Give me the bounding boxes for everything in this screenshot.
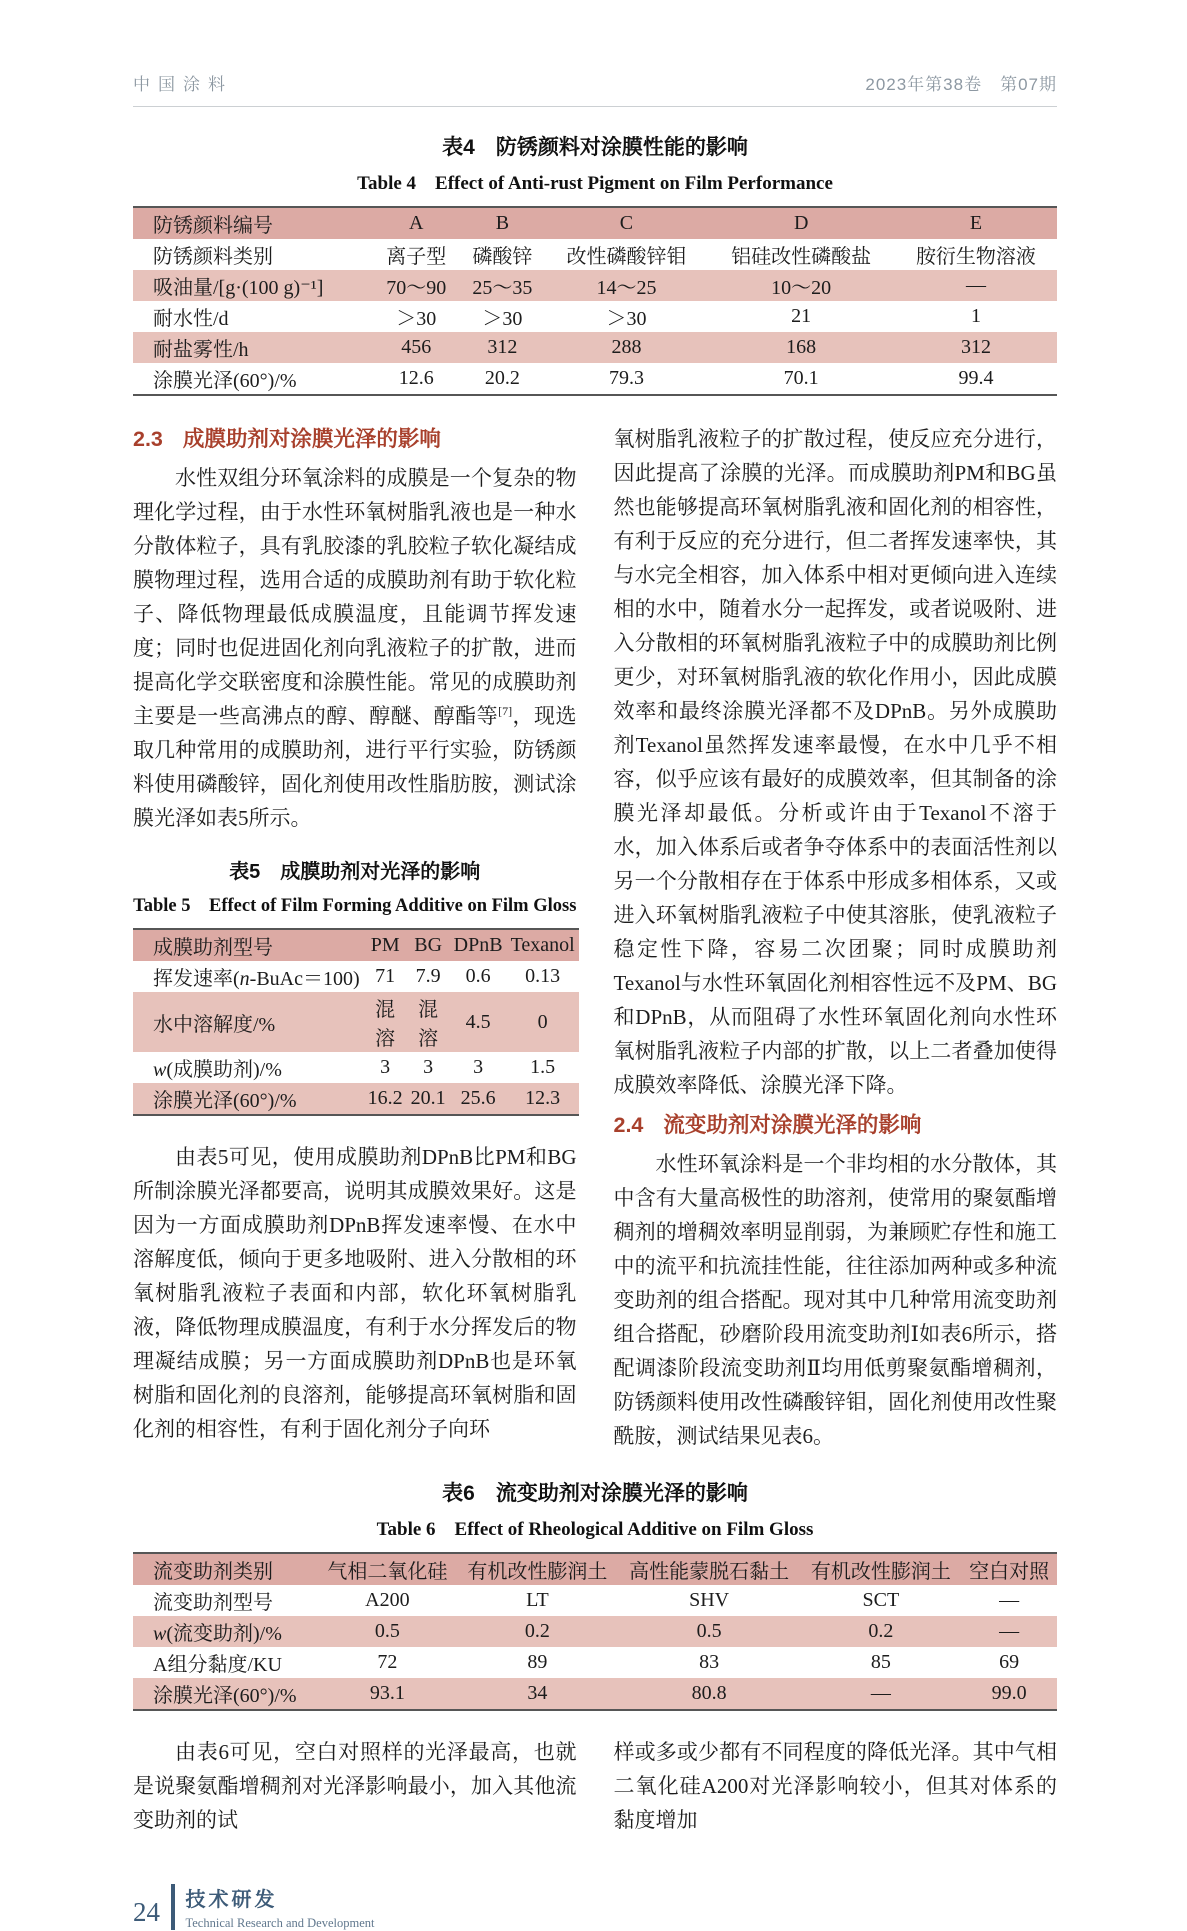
table-cell: LT xyxy=(526,1589,549,1611)
table-cell: 3 xyxy=(423,1056,434,1078)
table-cell: ＞30 xyxy=(482,308,523,330)
table-cell: 改性磷酸锌钼 xyxy=(566,246,687,268)
bottom-two-column xyxy=(133,1735,1057,1837)
paragraph-text: ，现选取几种常用的成膜助剂，进行平行实验，防锈颜料使用磷酸锌，固化剂使用改性脂肪胺，测试涂膜光泽如表5所示。 xyxy=(133,704,577,830)
left-column-bottom xyxy=(133,1735,577,1837)
table-cell: 16.2 xyxy=(367,1087,403,1109)
paragraph-text: 水性双组分环氧涂料的成膜是一个复杂的物理化学过程，由于水性环氧树脂乳液也是一种水分散体粒子，具有乳胶漆的乳胶粒子软化凝结成膜物理过程，选用合适的成膜助剂有助于软化粒子、降低物理最低成膜温度，且能调节挥发速度；同时也促进固化剂向乳液粒子的扩散，进而提高化学交联密度和涂膜性能。常见的成膜助剂主要是一些高沸点的醇、醇醚、醇酯等 xyxy=(133,466,577,728)
table-cell: SHV xyxy=(689,1589,730,1611)
table-cell: 72 xyxy=(377,1651,398,1673)
two-column-body xyxy=(133,422,1057,1453)
table4-section xyxy=(133,131,1057,396)
table-row xyxy=(133,363,1057,395)
table-row xyxy=(133,301,1057,332)
table-cell: 80.8 xyxy=(691,1682,727,1704)
right-column-bottom xyxy=(614,1735,1058,1837)
row-label: 吸油量/[g·(100 g)⁻¹] xyxy=(153,277,324,299)
footer-section-en: Technical Research and Development xyxy=(185,1916,375,1930)
table-cell: — xyxy=(999,1620,1020,1642)
paragraph: 样或多或少都有不同程度的降低光泽。其中气相二氧化硅A200对光泽影响较小，但其对体系的黏度增加 xyxy=(613,1740,1057,1832)
section-title: 流变助剂对涂膜光泽的影响 xyxy=(663,1113,922,1137)
row-label: 耐水性/d xyxy=(153,308,229,330)
table-cell: 胺衍生物溶液 xyxy=(915,246,1036,268)
table-cell: 7.9 xyxy=(415,965,441,987)
table-row xyxy=(133,1052,579,1083)
table-5 xyxy=(133,928,579,1116)
table5-section xyxy=(133,855,577,1116)
table-cell: D xyxy=(793,212,809,234)
table-cell: 10～20 xyxy=(771,277,832,299)
row-label: 防锈颜料编号 xyxy=(153,215,273,237)
table-cell: DPnB xyxy=(453,934,503,956)
table-row xyxy=(133,207,1057,239)
section-number: 2.4 xyxy=(613,1113,644,1137)
table-row xyxy=(133,929,579,961)
paragraph: 由表6可见，空白对照样的光泽最高，也就是说聚氨酯增稠剂对光泽影响最小，加入其他流变助剂的试 xyxy=(133,1740,577,1832)
table-cell: 铝硅改性磷酸盐 xyxy=(731,246,872,268)
table-row xyxy=(133,1616,1057,1647)
section-heading-2-4 xyxy=(614,1108,1058,1139)
row-label: 涂膜光泽(60°)/% xyxy=(153,370,297,392)
journal-name: 中国涂料 xyxy=(133,75,233,94)
table-cell: 0.2 xyxy=(524,1620,550,1642)
table-row xyxy=(133,1553,1057,1585)
table-cell: 有机改性膨润土 xyxy=(467,1561,608,1583)
right-column xyxy=(614,422,1058,1453)
page-number: 24 xyxy=(133,1896,160,1927)
table-row xyxy=(133,1647,1057,1678)
table4-title-en: Table 4 Effect of Anti-rust Pigment on Film Performance xyxy=(357,173,833,194)
table-cell: 83 xyxy=(699,1651,720,1673)
running-head xyxy=(133,70,1057,107)
table-cell: 3 xyxy=(380,1056,391,1078)
table-cell: 0.6 xyxy=(465,965,491,987)
table-row xyxy=(133,992,579,1052)
table-cell: 12.3 xyxy=(525,1087,561,1109)
table-cell: 混溶 xyxy=(375,999,396,1050)
table-cell: 0.2 xyxy=(868,1620,894,1642)
row-label: 耐盐雾性/h xyxy=(153,339,249,361)
table-cell: A200 xyxy=(365,1589,410,1611)
table-cell: BG xyxy=(414,934,443,956)
table-cell: 168 xyxy=(786,336,817,358)
table-cell: 34 xyxy=(527,1682,548,1704)
table-row xyxy=(133,961,579,992)
footer-divider xyxy=(171,1884,175,1930)
row-label: 涂膜光泽(60°)/% xyxy=(153,1090,297,1112)
table-cell: 0.5 xyxy=(696,1620,722,1642)
table-cell: 空白对照 xyxy=(969,1561,1050,1583)
row-label: 成膜助剂型号 xyxy=(153,937,273,959)
table5-title-zh: 表5 成膜助剂对光泽的影响 xyxy=(229,861,481,883)
row-label: 水中溶解度/% xyxy=(153,1013,276,1036)
table-row xyxy=(133,1678,1057,1710)
table-cell: 高性能蒙脱石黏土 xyxy=(629,1561,790,1583)
table-cell: 1.5 xyxy=(530,1056,556,1078)
row-label: 挥发速率(n-BuAc＝100) xyxy=(153,968,360,990)
row-label: 防锈颜料类别 xyxy=(153,246,273,268)
table-cell: 69 xyxy=(999,1651,1020,1673)
table-cell: PM xyxy=(370,934,400,956)
issue-info: 2023年第38卷 第07期 xyxy=(865,75,1057,94)
table-cell: 有机改性膨润土 xyxy=(810,1561,951,1583)
table-cell: ＞30 xyxy=(396,308,437,330)
table-cell: 456 xyxy=(401,336,432,358)
row-label: 涂膜光泽(60°)/% xyxy=(153,1685,297,1707)
table-row xyxy=(133,1083,579,1115)
table-cell: 磷酸锌 xyxy=(472,246,533,268)
table-cell: B xyxy=(495,212,510,234)
row-label: A组分黏度/KU xyxy=(153,1654,282,1676)
table-4 xyxy=(133,206,1057,396)
table-cell: 20.2 xyxy=(484,367,520,389)
row-label: 流变助剂型号 xyxy=(153,1592,273,1614)
table-cell: 25.6 xyxy=(460,1087,496,1109)
table-cell: 99.4 xyxy=(958,367,994,389)
footer-section xyxy=(186,1883,375,1931)
table6-title-zh: 表6 流变助剂对涂膜光泽的影响 xyxy=(442,1482,748,1505)
table-cell: SCT xyxy=(862,1589,900,1611)
table-cell: — xyxy=(870,1682,891,1704)
table-row xyxy=(133,332,1057,363)
table-cell: 99.0 xyxy=(991,1682,1027,1704)
paragraph xyxy=(133,461,577,835)
paragraph: 氧树脂乳液粒子的扩散过程，使反应充分进行，因此提高了涂膜的光泽。而成膜助剂PM和BG虽然也能够提高环氧树脂乳液和固化剂的相容性，有利于反应的充分进行，但二者挥发速率快，其与水完全相容，加入体系中相对更倾向进入连续相的水中，随着水分一起挥发，或者说吸附、进入分散相的环氧树脂乳液粒子中的成膜助剂比例更少，对环氧树脂乳液的软化作用小，因此成膜效率和最终涂膜光泽都不及DPnB。另外成膜助剂Texanol虽然挥发速率最慢，在水中几乎不相容，似乎应该有最好的成膜效率，但其制备的涂膜光泽却最低。分析或许由于Texanol不溶于水，加入体系后或者争夺体系中的表面活性剂以另一个分散相存在于体系中形成多相体系，又或进入环氧树脂乳液粒子中使其溶胀，使乳液粒子稳定性下降，容易二次团聚；同时成膜助剂Texanol与水性环氧固化剂相容性远不及PM、BG和DPnB，从而阻碍了水性环氧固化剂向水性环氧树脂乳液粒子内部的扩散，以上二者叠加使得成膜效率降低、涂膜光泽下降。 xyxy=(613,427,1057,1097)
table-cell: Texanol xyxy=(510,934,575,956)
page-footer xyxy=(133,1883,1057,1931)
table-cell: ＞30 xyxy=(606,308,647,330)
table6-title-en: Table 6 Effect of Rheological Additive on Film Gloss xyxy=(376,1519,814,1540)
table-cell: C xyxy=(619,212,634,234)
table-cell: 混溶 xyxy=(418,999,439,1050)
section-title: 成膜助剂对涂膜光泽的影响 xyxy=(182,427,441,451)
footer-section-zh: 技术研发 xyxy=(185,1889,278,1911)
table-cell: 288 xyxy=(611,336,642,358)
table-cell: 离子型 xyxy=(386,246,447,268)
table-cell: 312 xyxy=(960,336,991,358)
table4-title-zh: 表4 防锈颜料对涂膜性能的影响 xyxy=(442,136,748,159)
table-cell: 312 xyxy=(487,336,518,358)
paragraph: 由表5可见，使用成膜助剂DPnB比PM和BG所制涂膜光泽都要高，说明其成膜效果好。这是因为一方面成膜助剂DPnB挥发速率慢、在水中溶解度低，倾向于更多地吸附、进入分散相的环氧树脂乳液粒子表面和内部，软化环氧树脂乳液，降低物理成膜温度，有利于水分挥发后的物理凝结成膜；另一方面成膜助剂DPnB也是环氧树脂和固化剂的良溶剂，能够提高环氧树脂和固化剂的相容性，有利于固化剂分子向环 xyxy=(133,1145,577,1441)
table-cell: 1 xyxy=(970,305,981,327)
table-cell: 79.3 xyxy=(608,367,644,389)
table-cell: A xyxy=(409,212,424,234)
table-cell: 4.5 xyxy=(465,1010,491,1033)
table-6 xyxy=(133,1552,1057,1711)
table-cell: 12.6 xyxy=(398,367,434,389)
table-cell: — xyxy=(965,274,986,296)
table5-title-en: Table 5 Effect of Film Forming Additive on Film Gloss xyxy=(133,896,577,916)
table-cell: — xyxy=(999,1589,1020,1611)
paragraph: 水性环氧涂料是一个非均相的水分散体，其中含有大量高极性的助溶剂，使常用的聚氨酯增稠剂的增稠效率明显削弱，为兼顾贮存性和施工中的流平和抗流挂性能，往往添加两种或多种流变助剂的组合搭配。现对其中几种常用流变助剂组合搭配，砂磨阶段用流变助剂Ⅰ如表6所示，搭配调漆阶段流变助剂Ⅱ均用低剪聚氨酯增稠剂，防锈颜料使用改性磷酸锌钼，固化剂使用改性聚酰胺，测试结果见表6。 xyxy=(613,1152,1057,1448)
section-number: 2.3 xyxy=(133,427,163,451)
row-label: w(流变助剂)/% xyxy=(153,1623,282,1645)
table-cell: 71 xyxy=(375,965,396,987)
table6-section xyxy=(133,1477,1057,1711)
row-label: 流变助剂类别 xyxy=(153,1561,273,1583)
table-cell: 0 xyxy=(537,1010,548,1033)
table-cell: E xyxy=(969,212,983,234)
table-cell: 14～25 xyxy=(596,277,657,299)
table-cell: 93.1 xyxy=(369,1682,405,1704)
table-row xyxy=(133,270,1057,301)
table-cell: 3 xyxy=(473,1056,484,1078)
left-column xyxy=(133,422,577,1453)
table-cell: 70～90 xyxy=(386,277,447,299)
citation-ref: [7] xyxy=(498,704,513,718)
table-cell: 70.1 xyxy=(783,367,819,389)
table-row xyxy=(133,1585,1057,1616)
row-label: w(成膜助剂)/% xyxy=(153,1059,282,1081)
table-cell: 89 xyxy=(527,1651,548,1673)
section-heading-2-3 xyxy=(133,422,577,453)
table-cell: 85 xyxy=(870,1651,891,1673)
table-cell: 0.13 xyxy=(525,965,561,987)
table-cell: 21 xyxy=(791,305,812,327)
table-row xyxy=(133,239,1057,270)
table-cell: 0.5 xyxy=(374,1620,400,1642)
table-cell: 20.1 xyxy=(410,1087,446,1109)
table-cell: 25～35 xyxy=(472,277,533,299)
table-cell: 气相二氧化硅 xyxy=(327,1561,448,1583)
